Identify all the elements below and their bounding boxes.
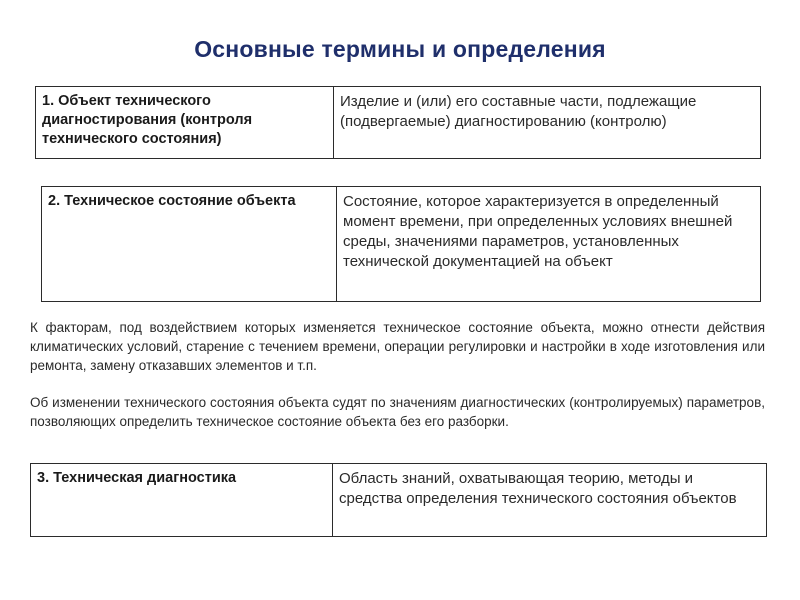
- definition-description: Изделие и (или) его составные части, подлежащие (подвергаемые) диагностированию (контролю): [340, 93, 697, 130]
- definition-term: Объект технического диагностирования (контроля технического состояния): [42, 93, 253, 147]
- definition-table-1: [35, 86, 761, 159]
- definition-term-cell: [36, 87, 334, 158]
- paragraph-parameters: Об изменении технического состояния объекта судят по значениям диагностических (контролируемых) параметров, позволяющих определить техническое состояние объекта без его разборки.: [30, 395, 765, 429]
- definition-number: 3.: [37, 470, 50, 486]
- definition-term-cell: [31, 464, 333, 536]
- definition-term: Техническое состояние объекта: [64, 193, 296, 209]
- page-title: Основные термины и определения: [194, 36, 606, 62]
- definition-table-3: [30, 463, 767, 537]
- definition-table-2: [41, 186, 761, 302]
- definition-number: 2.: [48, 193, 61, 209]
- definition-term: Техническая диагностика: [53, 470, 237, 486]
- definition-number: 1.: [42, 93, 55, 109]
- definition-description: Состояние, которое характеризуется в определенный момент времени, при определенных условиях внешней среды, значениями параметров, установленных технической документацией на объект: [343, 193, 733, 270]
- definition-description: Область знаний, охватывающая теорию, методы и средства определения технического состояния объектов: [339, 470, 737, 507]
- definition-term-cell: [42, 187, 337, 301]
- paragraph-factors: К факторам, под воздействием которых изменяется техническое состояние объекта, можно отнести действия климатических условий, старение с течением времени, операции регулировки и настройки в ходе изготовления или ремонта, замену отказавших элементов и т.п.: [30, 320, 765, 373]
